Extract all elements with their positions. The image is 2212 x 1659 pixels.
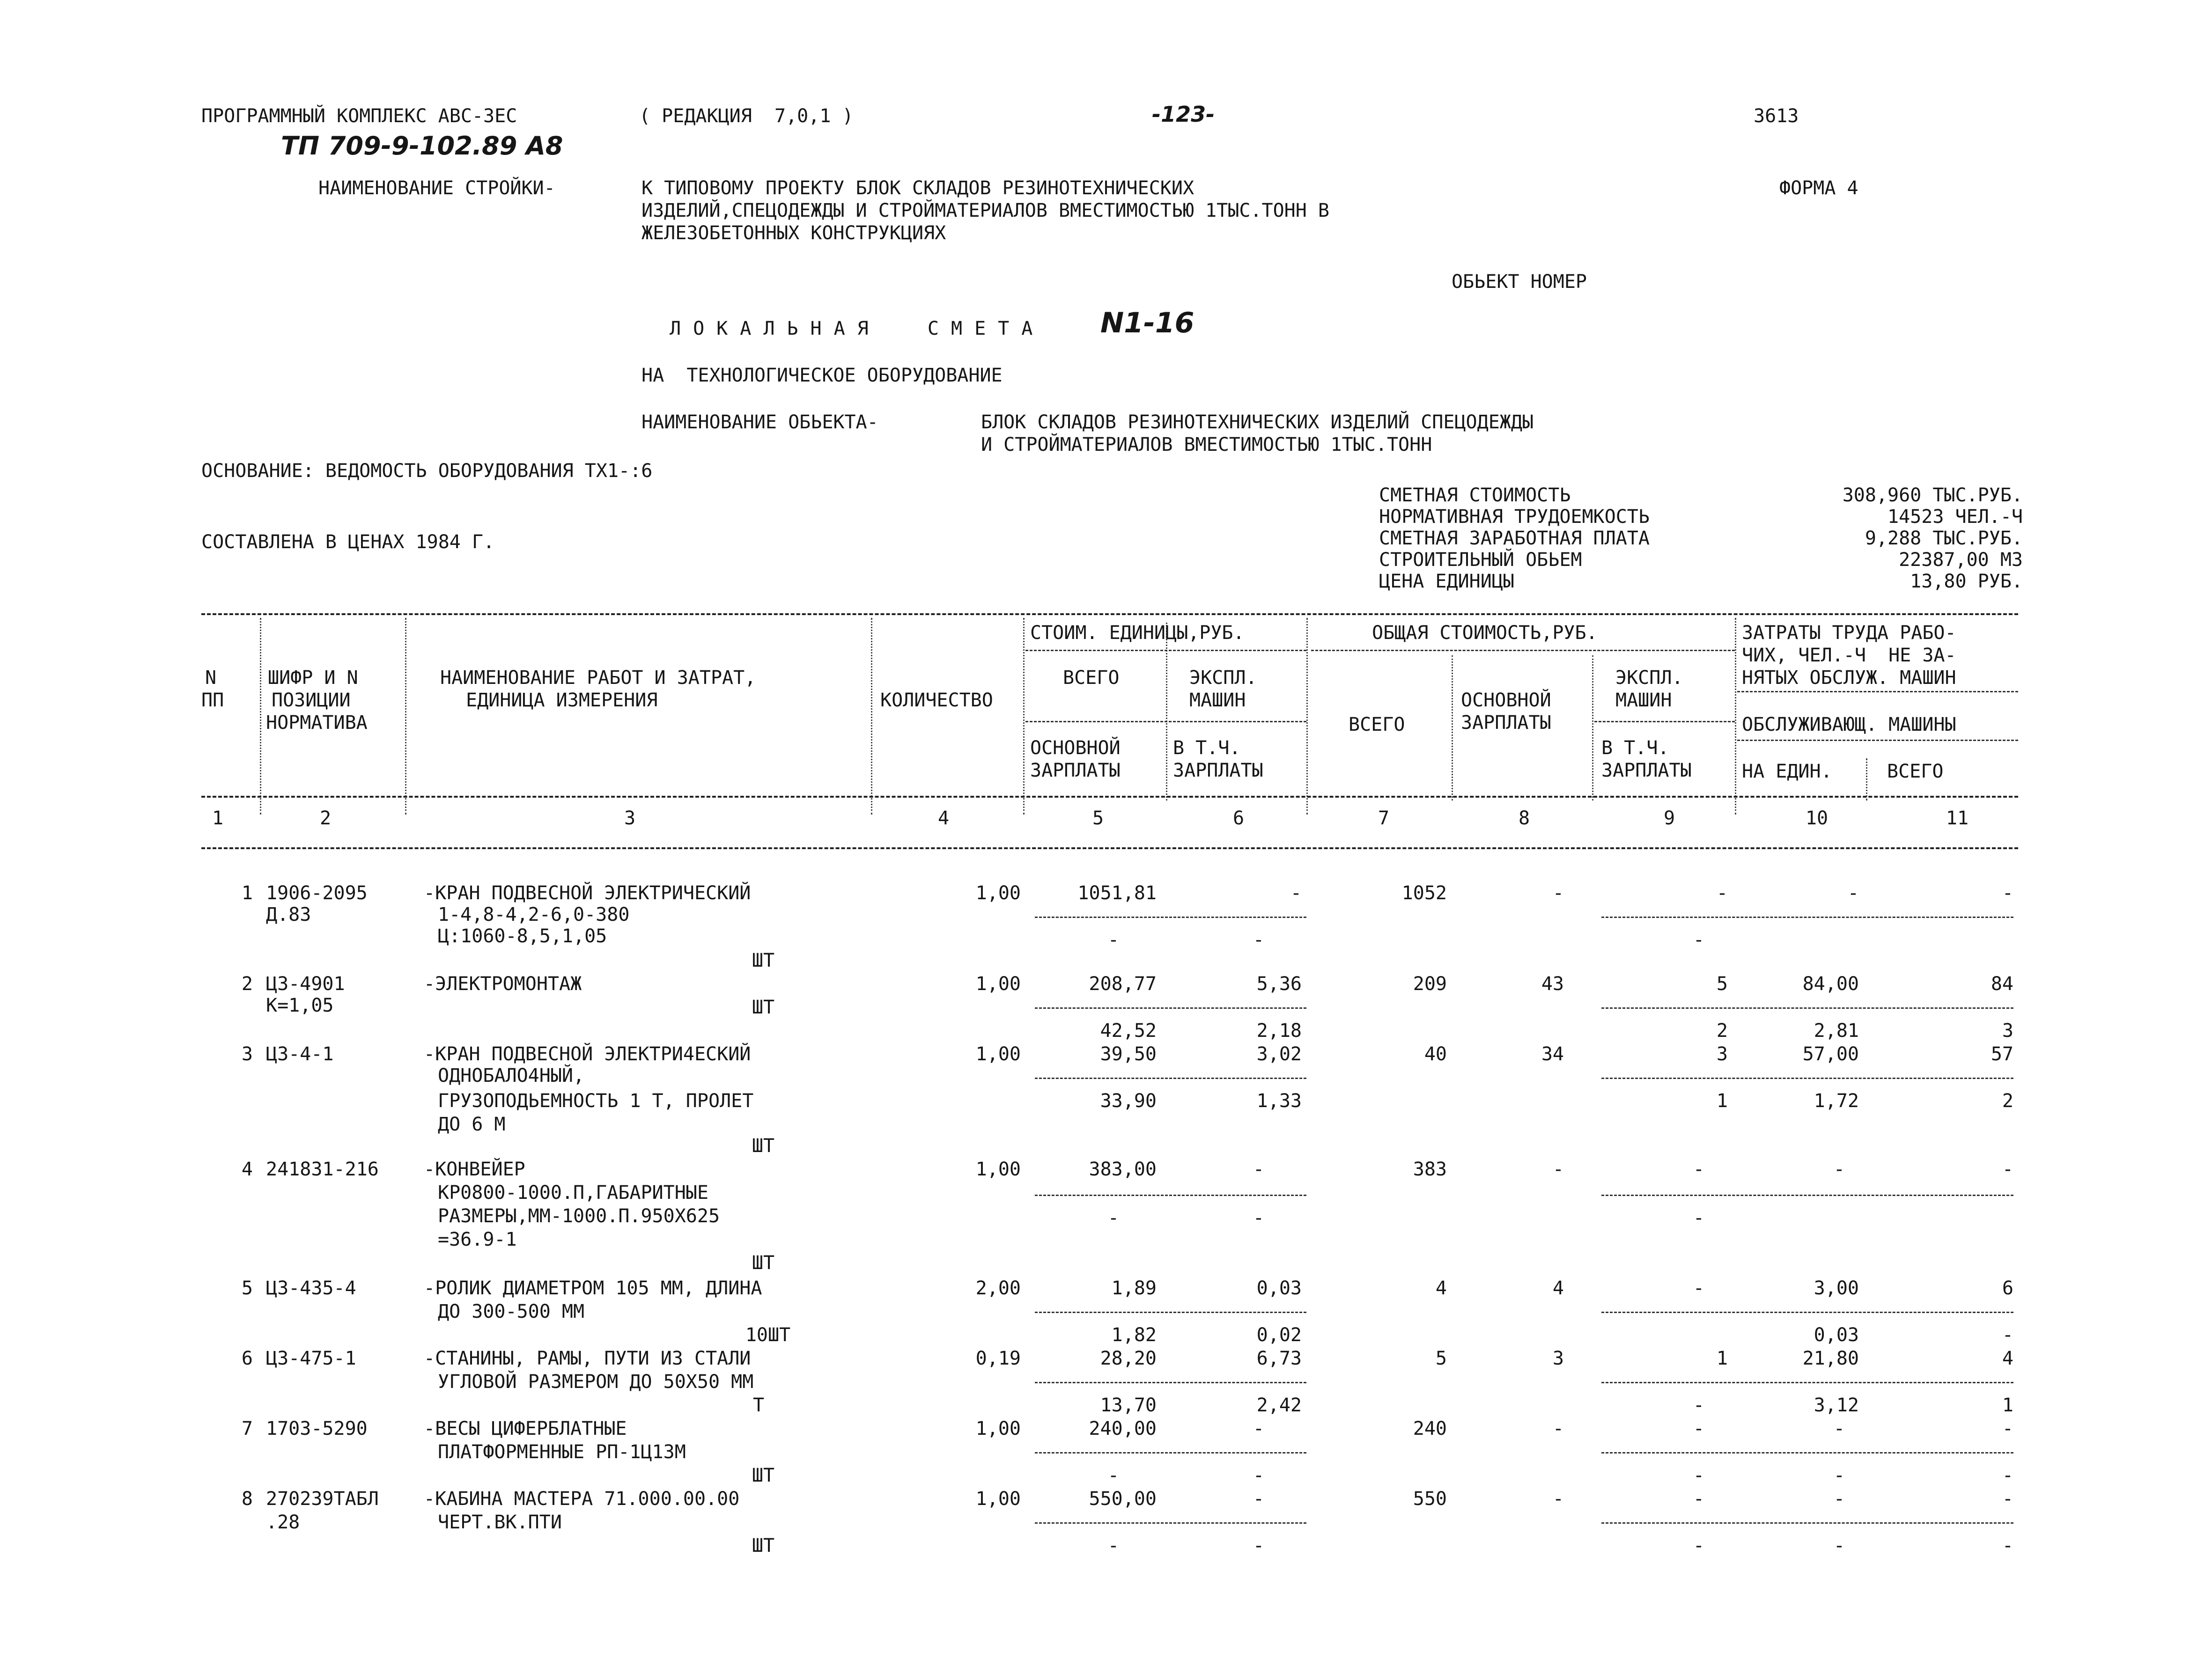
title-number: N1-16 [1100, 307, 1194, 339]
row-labor-total-sub: 1 [2002, 1395, 2013, 1416]
row-code: Д.83 [266, 904, 311, 925]
row-machines-cost: - [1253, 1488, 1264, 1510]
header-rule [1737, 691, 2018, 692]
row-labor-total: - [2002, 1488, 2013, 1510]
row-base-wage: - [1107, 1465, 1119, 1486]
column-numbers-rule [201, 847, 2018, 849]
row-incl-wage: 2,42 [1256, 1395, 1302, 1416]
row-total: 40 [1424, 1043, 1447, 1065]
construction-label: НАИМЕНОВАНИЕ СТРОЙКИ- [318, 177, 555, 199]
row-total-base: - [1552, 882, 1564, 904]
row-quantity: 1,00 [975, 1043, 1021, 1065]
row-unit-cost: 383,00 [1089, 1159, 1157, 1180]
row-name: -КОНВЕЙЕР [424, 1159, 525, 1180]
header-total-incl-2: ЗАРПЛАТЫ [1601, 760, 1692, 781]
row-unit: ШТ [752, 1465, 775, 1486]
row-unit-cost: 1051,81 [1077, 882, 1157, 904]
column-separator [871, 618, 872, 815]
row-total: 1052 [1401, 882, 1447, 904]
header-total-machines-1: ЭКСПЛ. [1615, 667, 1683, 689]
row-split-rule [1035, 1312, 1306, 1313]
row-labor-unit-sub: - [1833, 1465, 1845, 1486]
row-name: ДО 6 М [438, 1114, 506, 1135]
row-name: ДО 300-500 ММ [438, 1301, 585, 1322]
row-total-machines: - [1693, 1277, 1704, 1299]
row-quantity: 2,00 [975, 1277, 1021, 1299]
row-split-rule [1601, 1522, 2013, 1524]
header-bottom-rule [201, 796, 2018, 798]
row-total-incl-wage: - [1693, 1207, 1704, 1229]
row-total-base: 3 [1552, 1348, 1564, 1369]
row-incl-wage: - [1253, 929, 1264, 951]
row-split-rule [1601, 1078, 2013, 1079]
row-labor-total: 4 [2002, 1348, 2013, 1369]
row-number: 8 [241, 1488, 253, 1510]
row-quantity: 1,00 [975, 973, 1021, 995]
header-rule [1737, 740, 2018, 741]
title-subtitle: НА ТЕХНОЛОГИЧЕСКОЕ ОБОРУДОВАНИЕ [641, 365, 1003, 386]
row-labor-total-sub: 2 [2002, 1090, 2013, 1112]
row-name: -ВЕСЫ ЦИФЕРБЛАТНЫЕ [424, 1418, 627, 1439]
row-labor-total-sub: - [2002, 1535, 2013, 1556]
basis: ОСНОВАНИЕ: ВЕДОМОСТЬ ОБОРУДОВАНИЯ ТХ1-:6 [201, 460, 653, 482]
row-code: 241831-216 [266, 1159, 379, 1180]
row-code: .28 [266, 1512, 300, 1533]
row-labor-total: - [2002, 882, 2013, 904]
row-total-machines: - [1693, 1488, 1704, 1510]
summary-label: НОРМАТИВНАЯ ТРУДОЕМКОСТЬ [1379, 506, 1650, 528]
row-machines-cost: 5,36 [1256, 973, 1302, 995]
header-labor-3: НЯТЫХ ОБСЛУЖ. МАШИН [1742, 667, 1956, 689]
header-total-all: ВСЕГО [1349, 714, 1405, 735]
header-n: N [205, 667, 217, 689]
column-separator [1306, 618, 1308, 815]
row-total-base: - [1552, 1488, 1564, 1510]
column-separator [260, 618, 261, 815]
row-quantity: 1,00 [975, 882, 1021, 904]
column-separator [1452, 655, 1453, 800]
header-incl-wage-1: В Т.Ч. [1173, 737, 1241, 759]
row-labor-total: 6 [2002, 1277, 2013, 1299]
row-quantity: 1,00 [975, 1159, 1021, 1180]
row-split-rule [1601, 1007, 2013, 1009]
column-separator [1166, 623, 1167, 800]
header-qty: КОЛИЧЕСТВО [880, 690, 993, 711]
header-code-3: НОРМАТИВА [266, 712, 368, 734]
row-labor-unit-sub: 1,72 [1814, 1090, 1859, 1112]
row-number: 1 [241, 882, 253, 904]
construction-line-1: К ТИПОВОМУ ПРОЕКТУ БЛОК СКЛАДОВ РЕЗИНОТЕХНИЧЕСКИХ [641, 177, 1194, 199]
row-split-rule [1035, 1195, 1306, 1196]
row-total-base: 43 [1541, 973, 1564, 995]
row-name: ЧЕРТ.ВК.ПТИ [438, 1512, 562, 1533]
row-total: 209 [1413, 973, 1447, 995]
row-labor-unit-sub: - [1833, 1535, 1845, 1556]
summary-value: 13,80 РУБ. [1910, 571, 2023, 592]
header-total-cost: ОБЩАЯ СТОИМОСТЬ,РУБ. [1372, 622, 1598, 644]
row-base-wage: 33,90 [1100, 1090, 1157, 1112]
row-total-machines: 1 [1716, 1348, 1728, 1369]
row-labor-unit: 3,00 [1814, 1277, 1859, 1299]
header-labor-1: ЗАТРАТЫ ТРУДА РАБО- [1742, 622, 1956, 644]
row-total-machines: - [1693, 1418, 1704, 1439]
row-name: -ЭЛЕКТРОМОНТАЖ [424, 973, 582, 995]
construction-line-2: ИЗДЕЛИЙ,СПЕЦОДЕЖДЫ И СТРОЙМАТЕРИАЛОВ ВМЕСТИМОСТЬЮ 1ТЫС.ТОНН В [641, 200, 1330, 221]
row-machines-cost: 6,73 [1256, 1348, 1302, 1369]
row-unit: ШТ [752, 997, 775, 1018]
row-base-wage: - [1107, 929, 1119, 951]
row-code: Ц3-4-1 [266, 1043, 334, 1065]
row-name: 1-4,8-4,2-6,0-380 [438, 904, 630, 925]
row-number: 5 [241, 1277, 253, 1299]
row-name: -РОЛИК ДИАМЕТРОМ 105 ММ, ДЛИНА [424, 1277, 762, 1299]
row-total-incl-wage: - [1693, 1395, 1704, 1416]
column-separator [1735, 618, 1736, 815]
row-labor-unit-sub: 3,12 [1814, 1395, 1859, 1416]
header-rule [1311, 650, 1735, 651]
row-labor-total: 84 [1991, 973, 2013, 995]
row-labor-total-sub: 3 [2002, 1020, 2013, 1042]
row-code: 270239ТАБЛ [266, 1488, 379, 1510]
header-labor-total: ВСЕГО [1887, 761, 1944, 782]
row-total-base: - [1552, 1159, 1564, 1180]
row-number: 4 [241, 1159, 253, 1180]
header-per-unit: НА ЕДИН. [1742, 761, 1832, 782]
row-split-rule [1035, 1452, 1306, 1453]
row-split-rule [1035, 1078, 1306, 1079]
row-machines-cost: - [1253, 1159, 1264, 1180]
row-split-rule [1601, 1452, 2013, 1453]
row-unit-cost: 39,50 [1100, 1043, 1157, 1065]
header-unit-cost: СТОИМ. ЕДИНИЦЫ,РУБ. [1030, 622, 1245, 644]
summary-label: СМЕТНАЯ ЗАРАБОТНАЯ ПЛАТА [1379, 528, 1650, 549]
row-total-incl-wage: 1 [1716, 1090, 1728, 1112]
column-number: 10 [1805, 807, 1829, 829]
row-number: 6 [241, 1348, 253, 1369]
column-number: 11 [1946, 807, 1969, 829]
row-name: -КРАН ПОДВЕСНОЙ ЭЛЕКТРИЧЕСКИЙ [424, 882, 751, 904]
header-name-2: ЕДИНИЦА ИЗМЕРЕНИЯ [466, 690, 658, 711]
row-unit: ШТ [752, 950, 775, 971]
header-rule [1025, 721, 1306, 722]
header-rule [1025, 650, 1306, 651]
header-n-2: ПП [201, 690, 224, 711]
object-line-1: БЛОК СКЛАДОВ РЕЗИНОТЕХНИЧЕСКИХ ИЗДЕЛИЙ СПЕЦОДЕЖДЫ [981, 411, 1534, 433]
header-total-machines-2: МАШИН [1615, 690, 1672, 711]
row-quantity: 1,00 [975, 1418, 1021, 1439]
row-split-rule [1601, 1195, 2013, 1196]
row-name: РАЗМЕРЫ,ММ-1000.П.950X625 [438, 1205, 720, 1227]
row-number: 3 [241, 1043, 253, 1065]
table-top-rule [201, 613, 2018, 615]
row-number: 2 [241, 973, 253, 995]
summary-value: 14523 ЧЕЛ.-Ч [1888, 506, 2023, 528]
doc-code: 3613 [1754, 105, 1799, 127]
row-labor-unit: 21,80 [1802, 1348, 1859, 1369]
row-split-rule [1601, 1312, 2013, 1313]
object-label: НАИМЕНОВАНИЕ ОБЬЕКТА- [641, 411, 878, 433]
row-number: 7 [241, 1418, 253, 1439]
row-machines-cost: 0,03 [1256, 1277, 1302, 1299]
row-labor-total: 57 [1991, 1043, 2013, 1065]
header-machines-2: МАШИН [1189, 690, 1246, 711]
row-unit: 10ШТ [745, 1324, 791, 1346]
row-total-machines: 3 [1716, 1043, 1728, 1065]
row-total-base: 34 [1541, 1043, 1564, 1065]
row-split-rule [1035, 1007, 1306, 1009]
header-total-incl-1: В Т.Ч. [1601, 737, 1669, 759]
row-unit-cost: 550,00 [1089, 1488, 1157, 1510]
row-total: 383 [1413, 1159, 1447, 1180]
column-number: 3 [624, 807, 636, 829]
row-unit: ШТ [752, 1252, 775, 1274]
program-name: ПРОГРАММНЫЙ КОМПЛЕКС АВС-3ЕС [201, 105, 517, 127]
row-total: 4 [1435, 1277, 1447, 1299]
title-main: ЛОКАЛЬНАЯ СМЕТА [670, 318, 1045, 339]
header-total-base-1: ОСНОВНОЙ [1461, 690, 1551, 711]
column-separator [1866, 758, 1867, 800]
row-labor-unit: 84,00 [1802, 973, 1859, 995]
column-number: 7 [1378, 807, 1390, 829]
row-labor-unit: - [1833, 1159, 1845, 1180]
row-name: УГЛОВОЙ РАЗМЕРОМ ДО 50X50 ММ [438, 1371, 754, 1393]
header-incl-wage-2: ЗАРПЛАТЫ [1173, 760, 1263, 781]
header-name-1: НАИМЕНОВАНИЕ РАБОТ И ЗАТРАТ, [440, 667, 756, 689]
row-labor-total: - [2002, 1418, 2013, 1439]
summary-value: 22387,00 М3 [1899, 549, 2023, 571]
row-code: 1906-2095 [266, 882, 368, 904]
row-code: 1703-5290 [266, 1418, 368, 1439]
row-split-rule [1035, 1382, 1306, 1383]
row-base-wage: 42,52 [1100, 1020, 1157, 1042]
row-base-wage: 1,82 [1111, 1324, 1157, 1346]
row-machines-cost: 3,02 [1256, 1043, 1302, 1065]
row-labor-unit: 57,00 [1802, 1043, 1859, 1065]
edition: ( РЕДАКЦИЯ 7,0,1 ) [639, 105, 854, 127]
row-machines-cost: - [1253, 1418, 1264, 1439]
form-label: ФОРМА 4 [1779, 177, 1858, 199]
row-total-machines: - [1693, 1159, 1704, 1180]
row-name: ПЛАТФОРМЕННЫЕ РП-1Ц13М [438, 1441, 686, 1463]
header-rule [1594, 721, 1735, 722]
column-number: 8 [1518, 807, 1530, 829]
row-total: 5 [1435, 1348, 1447, 1369]
row-unit-cost: 208,77 [1089, 973, 1157, 995]
row-name: -КАБИНА МАСТЕРА 71.000.00.00 [424, 1488, 740, 1510]
prices-basis: СОСТАВЛЕНА В ЦЕНАХ 1984 Г. [201, 531, 495, 553]
header-machines-1: ЭКСПЛ. [1189, 667, 1257, 689]
column-separator [1023, 618, 1025, 815]
row-name: Ц:1060-8,5,1,05 [438, 925, 607, 947]
row-incl-wage: - [1253, 1207, 1264, 1229]
row-incl-wage: 2,18 [1256, 1020, 1302, 1042]
summary-value: 9,288 ТЫС.РУБ. [1865, 528, 2023, 549]
row-total-base: 4 [1552, 1277, 1564, 1299]
row-unit-cost: 240,00 [1089, 1418, 1157, 1439]
row-labor-unit: - [1833, 1488, 1845, 1510]
page-number: -123- [1152, 102, 1215, 127]
summary-label: СМЕТНАЯ СТОИМОСТЬ [1379, 484, 1571, 506]
row-labor-unit: - [1847, 882, 1859, 904]
header-labor-2: ЧИХ, ЧЕЛ.-Ч НЕ ЗА- [1742, 645, 1956, 666]
row-split-rule [1035, 1522, 1306, 1524]
header-code-2: ПОЗИЦИИ [272, 690, 351, 711]
row-incl-wage: - [1253, 1535, 1264, 1556]
column-number: 1 [212, 807, 224, 829]
row-split-rule [1601, 1382, 2013, 1383]
summary-label: СТРОИТЕЛЬНЫЙ ОБЬЕМ [1379, 549, 1582, 571]
summary-value: 308,960 ТЫС.РУБ. [1842, 484, 2023, 506]
header-base-wage-1: ОСНОВНОЙ [1030, 737, 1121, 759]
row-total-incl-wage: - [1693, 1535, 1704, 1556]
column-separator [405, 618, 406, 815]
row-name: =36.9-1 [438, 1229, 517, 1250]
row-code: К=1,05 [266, 995, 334, 1016]
row-base-wage: 13,70 [1100, 1395, 1157, 1416]
header-labor-4: ОБСЛУЖИВАЮЩ. МАШИНЫ [1742, 714, 1956, 735]
row-total-incl-wage: - [1693, 929, 1704, 951]
row-name: КР0800-1000.П,ГАБАРИТНЫЕ [438, 1182, 708, 1204]
row-code: Ц3-435-4 [266, 1277, 356, 1299]
row-incl-wage: - [1253, 1465, 1264, 1486]
row-labor-total-sub: - [2002, 1465, 2013, 1486]
header-total-label: ВСЕГО [1063, 667, 1120, 689]
row-split-rule [1601, 917, 2013, 918]
column-number: 9 [1663, 807, 1675, 829]
row-total: 550 [1413, 1488, 1447, 1510]
row-total: 240 [1413, 1418, 1447, 1439]
row-total-incl-wage: - [1693, 1465, 1704, 1486]
column-number: 4 [937, 807, 950, 829]
row-total-machines: 5 [1716, 973, 1728, 995]
row-total-machines: - [1716, 882, 1728, 904]
row-name: -КРАН ПОДВЕСНОЙ ЭЛЕКТРИ4ЕСКИЙ [424, 1043, 751, 1065]
column-separator [1592, 655, 1593, 800]
row-name: -СТАНИНЫ, РАМЫ, ПУТИ ИЗ СТАЛИ [424, 1348, 751, 1369]
row-base-wage: - [1107, 1207, 1119, 1229]
row-base-wage: - [1107, 1535, 1119, 1556]
row-incl-wage: 1,33 [1256, 1090, 1302, 1112]
row-split-rule [1035, 917, 1306, 918]
row-unit: ШТ [752, 1535, 775, 1556]
object-line-2: И СТРОЙМАТЕРИАЛОВ ВМЕСТИМОСТЬЮ 1ТЫС.ТОНН [981, 434, 1432, 455]
column-number: 6 [1232, 807, 1245, 829]
row-total-base: - [1552, 1418, 1564, 1439]
header-total-base-2: ЗАРПЛАТЫ [1461, 712, 1551, 734]
object-number-label: ОБЬЕКТ НОМЕР [1452, 271, 1587, 293]
column-number: 5 [1092, 807, 1104, 829]
construction-line-3: ЖЕЛЕЗОБЕТОННЫХ КОНСТРУКЦИЯХ [641, 222, 946, 244]
row-name: ОДНОБАЛО4НЫЙ, [438, 1065, 585, 1086]
project-code: ТП 709-9-102.89 А8 [281, 131, 563, 161]
header-code-1: ШИФР И N [268, 667, 358, 689]
row-total-incl-wage: 2 [1716, 1020, 1728, 1042]
row-labor-unit-sub: 0,03 [1814, 1324, 1859, 1346]
row-quantity: 1,00 [975, 1488, 1021, 1510]
row-quantity: 0,19 [975, 1348, 1021, 1369]
row-code: Ц3-475-1 [266, 1348, 356, 1369]
row-incl-wage: 0,02 [1256, 1324, 1302, 1346]
row-labor-total-sub: - [2002, 1324, 2013, 1346]
row-unit-cost: 1,89 [1111, 1277, 1157, 1299]
row-code: Ц3-4901 [266, 973, 345, 995]
summary-label: ЦЕНА ЕДИНИЦЫ [1379, 571, 1514, 592]
header-base-wage-2: ЗАРПЛАТЫ [1030, 760, 1121, 781]
row-unit: Т [752, 1395, 765, 1416]
column-number: 2 [319, 807, 332, 829]
row-labor-total: - [2002, 1159, 2013, 1180]
row-name: ГРУЗОПОДЬЕМНОСТЬ 1 Т, ПРОЛЕТ [438, 1090, 754, 1112]
row-unit-cost: 28,20 [1100, 1348, 1157, 1369]
row-labor-unit-sub: 2,81 [1814, 1020, 1859, 1042]
row-unit: ШТ [752, 1135, 775, 1157]
row-labor-unit: - [1833, 1418, 1845, 1439]
row-machines-cost: - [1290, 882, 1302, 904]
